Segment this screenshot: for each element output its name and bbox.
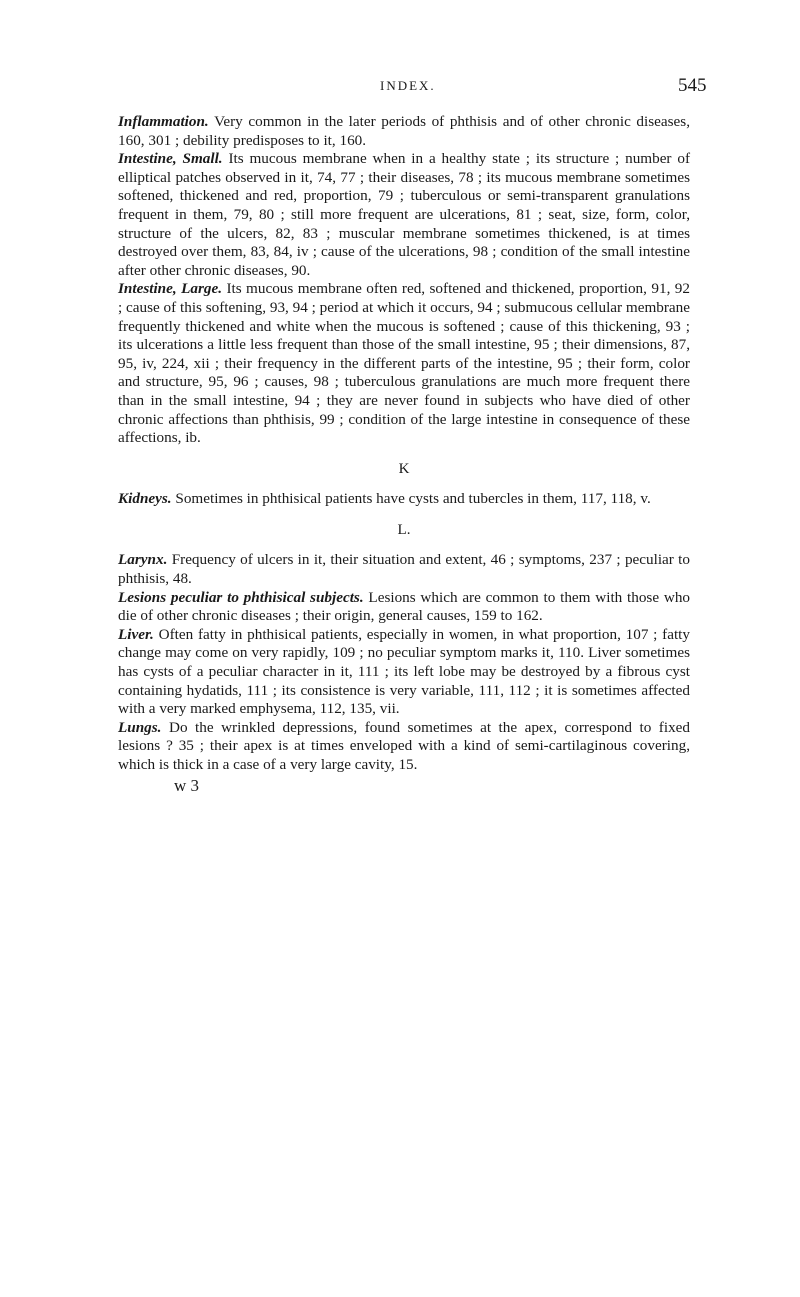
entry-term: Liver. bbox=[118, 625, 154, 643]
entry-text: Its mucous membrane when in a healthy state ; its structure ; number of elliptical patches observed in it, 74, 77 ; their diseases, 78 ; its mucous membrane sometimes softened, thickened and red, proportion, 79 ; tuberculous or semi-transparent granulations frequent in them, 79, 80 ; still more frequent are ulcerations, 81 ; seat, size, form, color, structure of the ulcers, 82, 83 ; muscular membrane sometimes thickened, is at times destroyed over them, 83, 84, iv ; cause of the ulcerations, 98 ; condition of the small intestine after other chronic diseases, 90. bbox=[118, 150, 690, 279]
running-head bbox=[0, 75, 800, 100]
entry-term: Lesions peculiar to phthisical subjects. bbox=[118, 588, 364, 606]
entry-term: Intestine, Large. bbox=[118, 280, 222, 298]
entry-text: Lesions which are common to them with those who die of other chronic diseases ; their origin, general causes, 159 to 162. bbox=[118, 588, 691, 625]
index-entry-kidneys bbox=[118, 490, 690, 509]
index-entry-larynx bbox=[118, 551, 690, 588]
entry-term: Lungs. bbox=[118, 718, 162, 736]
index-entry-intestine-large bbox=[118, 280, 690, 447]
index-entry-lesions bbox=[118, 589, 690, 626]
index-entry-intestine-small bbox=[118, 150, 690, 280]
entry-term: Intestine, Small. bbox=[118, 150, 223, 168]
index-entry-liver bbox=[118, 626, 690, 719]
entry-term: Kidneys. bbox=[118, 490, 172, 508]
entry-text: Sometimes in phthisical patients have cysts and tubercles in them, 117, 118, v. bbox=[175, 490, 651, 508]
entry-text: Very common in the later periods of phthisis and of other chronic diseases, 160, 301 ; debility predisposes to it, 160. bbox=[118, 113, 691, 149]
entry-term: Inflammation. bbox=[118, 113, 209, 130]
printer-signature-mark: w 3 bbox=[174, 775, 200, 795]
index-entry-lungs bbox=[118, 719, 690, 775]
index-body bbox=[118, 113, 690, 795]
page-number: 545 bbox=[678, 75, 707, 96]
entry-text: Often fatty in phthisical patients, especially in women, in what proportion, 107 ; fatty change may come on very rapidly, 109 ; no peculiar symptom marks it, 110. Liver sometimes has cysts of a peculiar character in it, 111 ; its left lobe may be destroyed by a fibrous cyst containing hydatids, 111 ; its consistence is very variable, 111, 112 ; it is sometimes affected with a very marked emphysema, 112, 135, vii. bbox=[118, 625, 690, 718]
entry-text: Do the wrinkled depressions, found sometimes at the apex, correspond to fixed lesions ? 35 ; their apex is at times enveloped with a kind of semi-cartilaginous covering, which is thick in a case of a very large cavity, 15. bbox=[118, 718, 691, 773]
section-letter-l: L. bbox=[397, 521, 411, 538]
entry-text: Its mucous membrane often red, softened and thickened, proportion, 91, 92 ; cause of this softening, 93, 94 ; period at which it occurs, 94 ; submucous cellular membrane frequently thickened and white when the mucous is softened ; cause of this thickening, 93 ; its ulcerations a little less frequent than those of the small intestine, 95 ; their dimensions, 87, 95, iv, 224, xii ; their frequency in the different parts of the intestine, 95 ; their form, color and structure, 95, 96 ; causes, 98 ; tuberculous granulations are much more frequent there than in the small intestine, 94 ; they are never found in subjects who have died of other chronic affections than phthisis, 99 ; condition of the large intestine in consequence of these affections, ib. bbox=[118, 280, 690, 447]
section-letter-k: K bbox=[398, 460, 410, 477]
index-entry-inflammation bbox=[118, 113, 690, 150]
entry-text: Frequency of ulcers in it, their situation and extent, 46 ; symptoms, 237 ; peculiar to phthisis, 48. bbox=[118, 551, 690, 588]
running-head-title: INDEX. bbox=[380, 78, 436, 93]
entry-term: Larynx. bbox=[118, 551, 168, 569]
